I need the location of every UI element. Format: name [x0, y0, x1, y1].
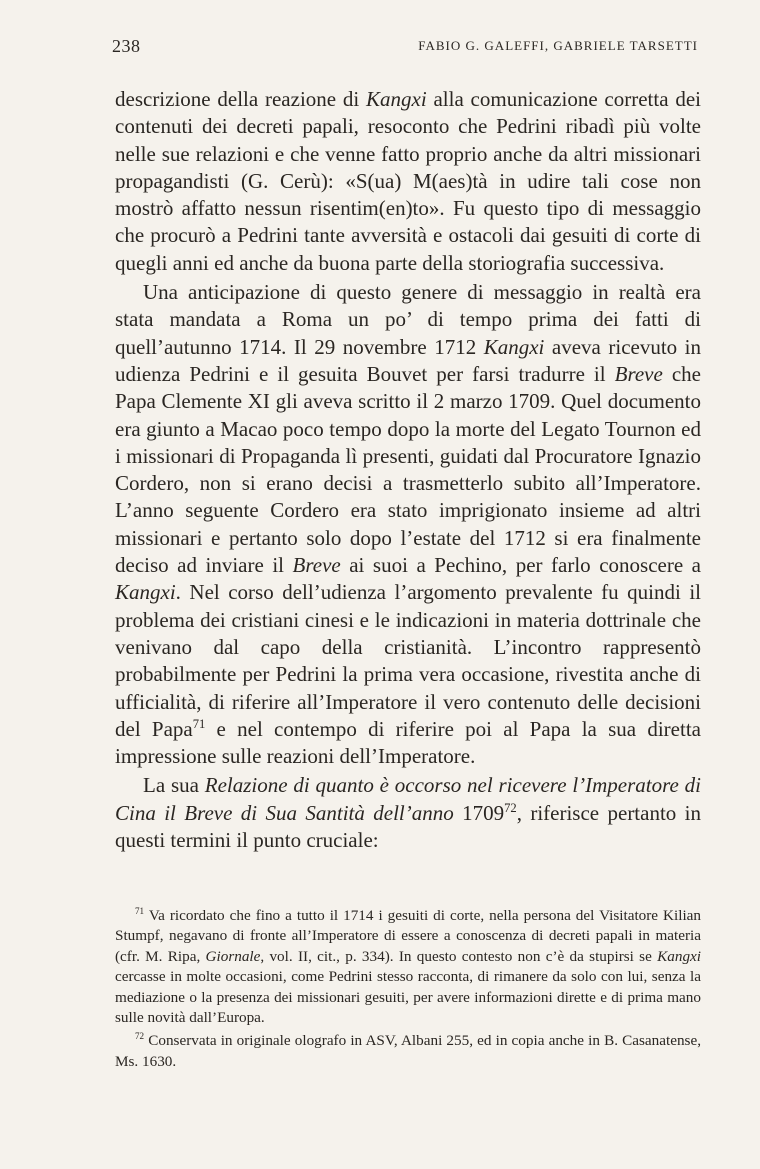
text-run: Va ricordato che fino a tutto il 1714 i gesuiti di corte, nella persona del Visitatore Kilian Stumpf, negavano di fronte all’Imperatore di essere a conoscenza di decreti papali in materia (cfr. M. Ripa,: [115, 907, 701, 965]
italic-run: Breve: [292, 553, 341, 578]
footnote-ref-72[interactable]: 72: [504, 800, 517, 815]
italic-run: Kangxi: [366, 87, 427, 111]
footnote-number: 72: [135, 1031, 145, 1042]
text-run: ai suoi a Pechino, per farlo conoscere a: [340, 553, 701, 578]
text-run: Conservata in originale olografo in ASV, Albani 255, ed in copia anche in B. Casanatense, Ms. 1630.: [115, 1032, 701, 1070]
footnotes: [115, 906, 701, 1072]
text-run: La sua: [143, 773, 205, 798]
text-run: che Papa Clemente XI gli aveva scritto il 2 marzo 1709. Quel documento era giunto a Macao poco tempo dopo la morte del Legato Tournon ed i missionari di Propaganda lì presenti, guidati dal Procuratore Ignazio Cordero, non si erano decisi a trasmetterlo subito all’Imperatore. L’anno seguente Cordero era stato imprigionato insieme ad altri missionari e pertanto solo dopo l’estate del 1712 si era finalmente deciso ad inviare il: [115, 361, 701, 578]
text-run: aveva ricevuto in udienza Pedrini e il gesuita Bouvet per farsi tradurre il: [115, 334, 702, 386]
text-run: , vol. II, cit., p. 334). In questo contesto non c’è da stupirsi se: [260, 947, 658, 965]
paragraph-1: [115, 86, 701, 277]
text-run: Una anticipazione di questo genere di messaggio in realtà era stata mandata a Roma un po’ di tempo prima dei fatti di quell’autunno 1714. Il 29 novembre 1712: [115, 280, 701, 359]
text-run: . Nel corso dell’udienza l’argomento prevalente fu quindi il problema dei cristiani cinesi e le indicazioni in materia dottrinale che venivano dal capo della cristianità. L’incontro rappresentò probabilmente per Pedrini la prima vera occasione, rivestita anche di ufficialità, di riferire all’Imperatore il vero contenuto delle decisioni del Papa: [115, 580, 701, 741]
italic-run: Relazione di quanto è occorso nel ricevere l’Imperatore di Cina il Breve di Sua Santità dell’anno: [115, 773, 701, 825]
footnote-71: [115, 906, 701, 1028]
footnote-72: [115, 1031, 701, 1072]
text-run: , riferisce pertanto in questi termini il punto cruciale:: [115, 800, 702, 853]
main-text: [115, 86, 701, 854]
text-run: cercasse in molte occasioni, come Pedrini stesso racconta, di rimanere da solo con lui, senza la mediazione o la presenza dei missionari gesuiti, per avere informazioni dirette e di prima mano sulle novità dall’Europa.: [115, 968, 701, 1027]
running-head: [112, 36, 698, 58]
italic-run: Breve: [614, 361, 663, 386]
text-run: alla comunicazione corretta dei contenuti dei decreti papali, resoconto che Pedrini ribadì più volte nelle sue relazioni e che venne fatto proprio anche da altri missionari propagandisti (G. Cerù): «S(ua) M(aes)tà in udire tali cose non mostrò affatto nessun risentim(en)to». Fu questo tipo di messaggio che procurò a Pedrini tante avversità e ostacoli dai gesuiti di corte di quegli anni ed anche da buona parte della storiografia successiva.: [115, 87, 701, 275]
italic-run: Kangxi: [657, 947, 701, 965]
text-run: descrizione della reazione di: [115, 87, 366, 111]
paragraph-3: [115, 772, 701, 854]
italic-run: Giornale: [205, 947, 261, 965]
italic-run: Kangxi: [483, 334, 545, 359]
text-run: e nel contempo di riferire poi al Papa la sua diretta impressione sulle reazioni dell’Imperatore.: [115, 716, 701, 769]
text-run: 1709: [453, 800, 505, 825]
italic-run: Kangxi: [115, 580, 176, 605]
running-head-authors: FABIO G. GALEFFI, GABRIELE TARSETTI: [418, 38, 698, 53]
footnote-ref-71[interactable]: 71: [192, 716, 206, 731]
page-number: 238: [112, 36, 141, 56]
footnote-number: 71: [135, 905, 145, 916]
paragraph-2: [115, 279, 701, 770]
